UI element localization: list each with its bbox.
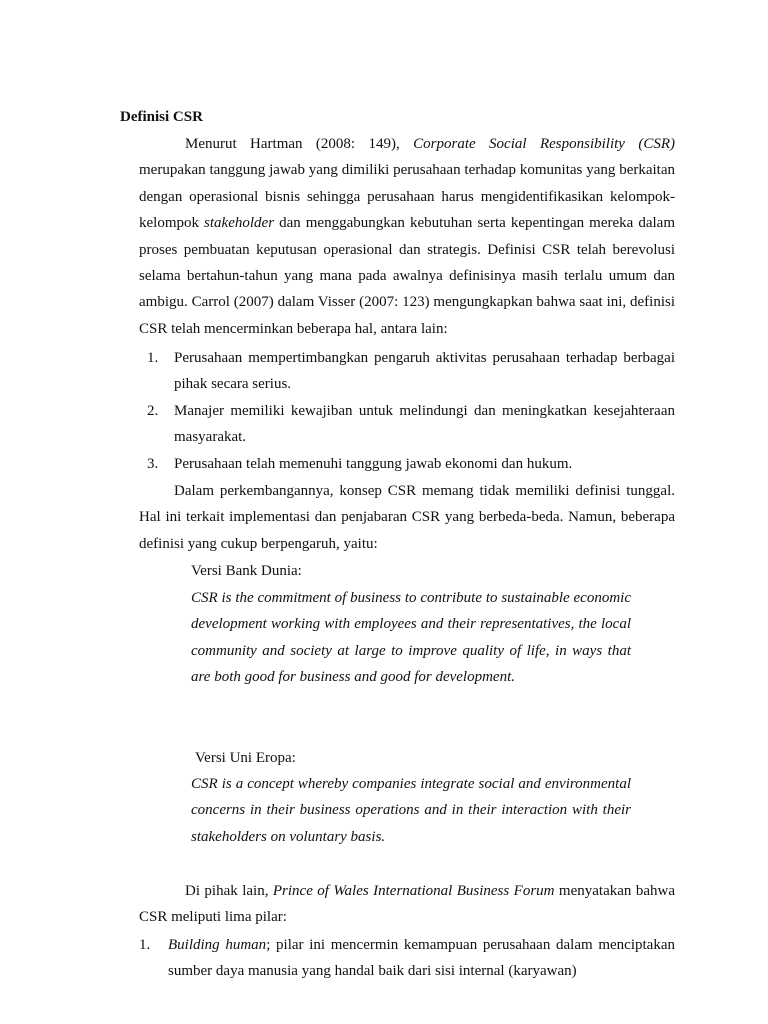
list-item — [139, 451, 675, 477]
world-bank-label: Versi Bank Dunia: — [191, 563, 302, 579]
intro-text-3: dan menggabungkan kebutuhan serta kepentingan mereka dalam proses pembuatan keputusan operasional dan strategis. Definisi CSR telah berevolusi selama bertahun-tahun yang mana pada awalnya definisinya masih terlalu umum dan ambigu. Carrol (2007) dalam Visser (2007: 123) mengungkapkan bahwa saat ini, definisi CSR telah mencerminkan beberapa hal, antara lain: — [139, 215, 675, 337]
intro-text-2: merupakan tanggung jawab yang dimiliki perusahaan terhadap komunitas yang berkaitan dengan operasional bisnis sehingga perusahaan harus mengidentifikasikan kelompok-kelompok — [139, 162, 675, 232]
pillar-title: Building human — [168, 937, 267, 953]
list-number: 2. — [147, 402, 159, 419]
intro-italic-stakeholder: stakeholder — [204, 215, 275, 232]
list-item — [139, 345, 675, 398]
pillar-text: ; pilar ini mencermin kemampuan perusahaan dalam menciptakan sumber daya manusia yang handal baik dari sisi internal (karyawan) — [168, 937, 675, 980]
pillars-intro-italic: Prince of Wales International Business Forum — [272, 883, 555, 899]
list-text: Perusahaan telah memenuhi tanggung jawab ekonomi dan hukum. — [174, 455, 573, 472]
list-text: Manajer memiliki kewajiban untuk melindungi dan meningkatkan kesejahteraan masyarakat. — [174, 402, 675, 446]
intro-text-1: Menurut Hartman (2008: 149), — [185, 136, 414, 152]
definition-points-list — [139, 345, 675, 477]
pillars-intro-paragraph — [139, 878, 675, 931]
pillars-intro-text-a: Di pihak lain, — [185, 883, 273, 899]
list-text: Perusahaan mempertimbangkan pengaruh aktivitas perusahaan terhadap berbagai pihak secara serius. — [174, 350, 675, 393]
development-paragraph: Dalam perkembangannya, konsep CSR memang tidak memiliki definisi tunggal. Hal ini terkait implementasi dan penjabaran CSR yang berbeda-beda. Namun, beberapa definisi yang cukup berpengaruh, yaitu: — [139, 483, 675, 552]
list-item — [139, 398, 675, 451]
eu-quote: CSR is a concept whereby companies integrate social and environmental concerns in their business operations and in their interaction with their stakeholders on voluntary basis. — [191, 776, 631, 845]
pillars-list — [139, 932, 675, 985]
list-number: 1. — [139, 937, 151, 953]
pillars-intro-text-b: menyatakan bahwa CSR meliputi lima pilar: — [139, 883, 675, 926]
world-bank-quote: CSR is the commitment of business to contribute to sustainable economic development working with employees and their representatives, the local community and society at large to improve quality of life, in ways that are both good for business and good for development. — [191, 590, 631, 686]
list-item — [139, 932, 675, 985]
intro-italic-csr: Corporate Social Responsibility (CSR) — [413, 136, 676, 152]
list-number: 3. — [147, 455, 159, 472]
eu-label: Versi Uni Eropa: — [195, 750, 296, 766]
section-heading: Definisi CSR — [120, 109, 203, 125]
intro-paragraph — [139, 131, 675, 342]
list-number: 1. — [147, 350, 159, 366]
